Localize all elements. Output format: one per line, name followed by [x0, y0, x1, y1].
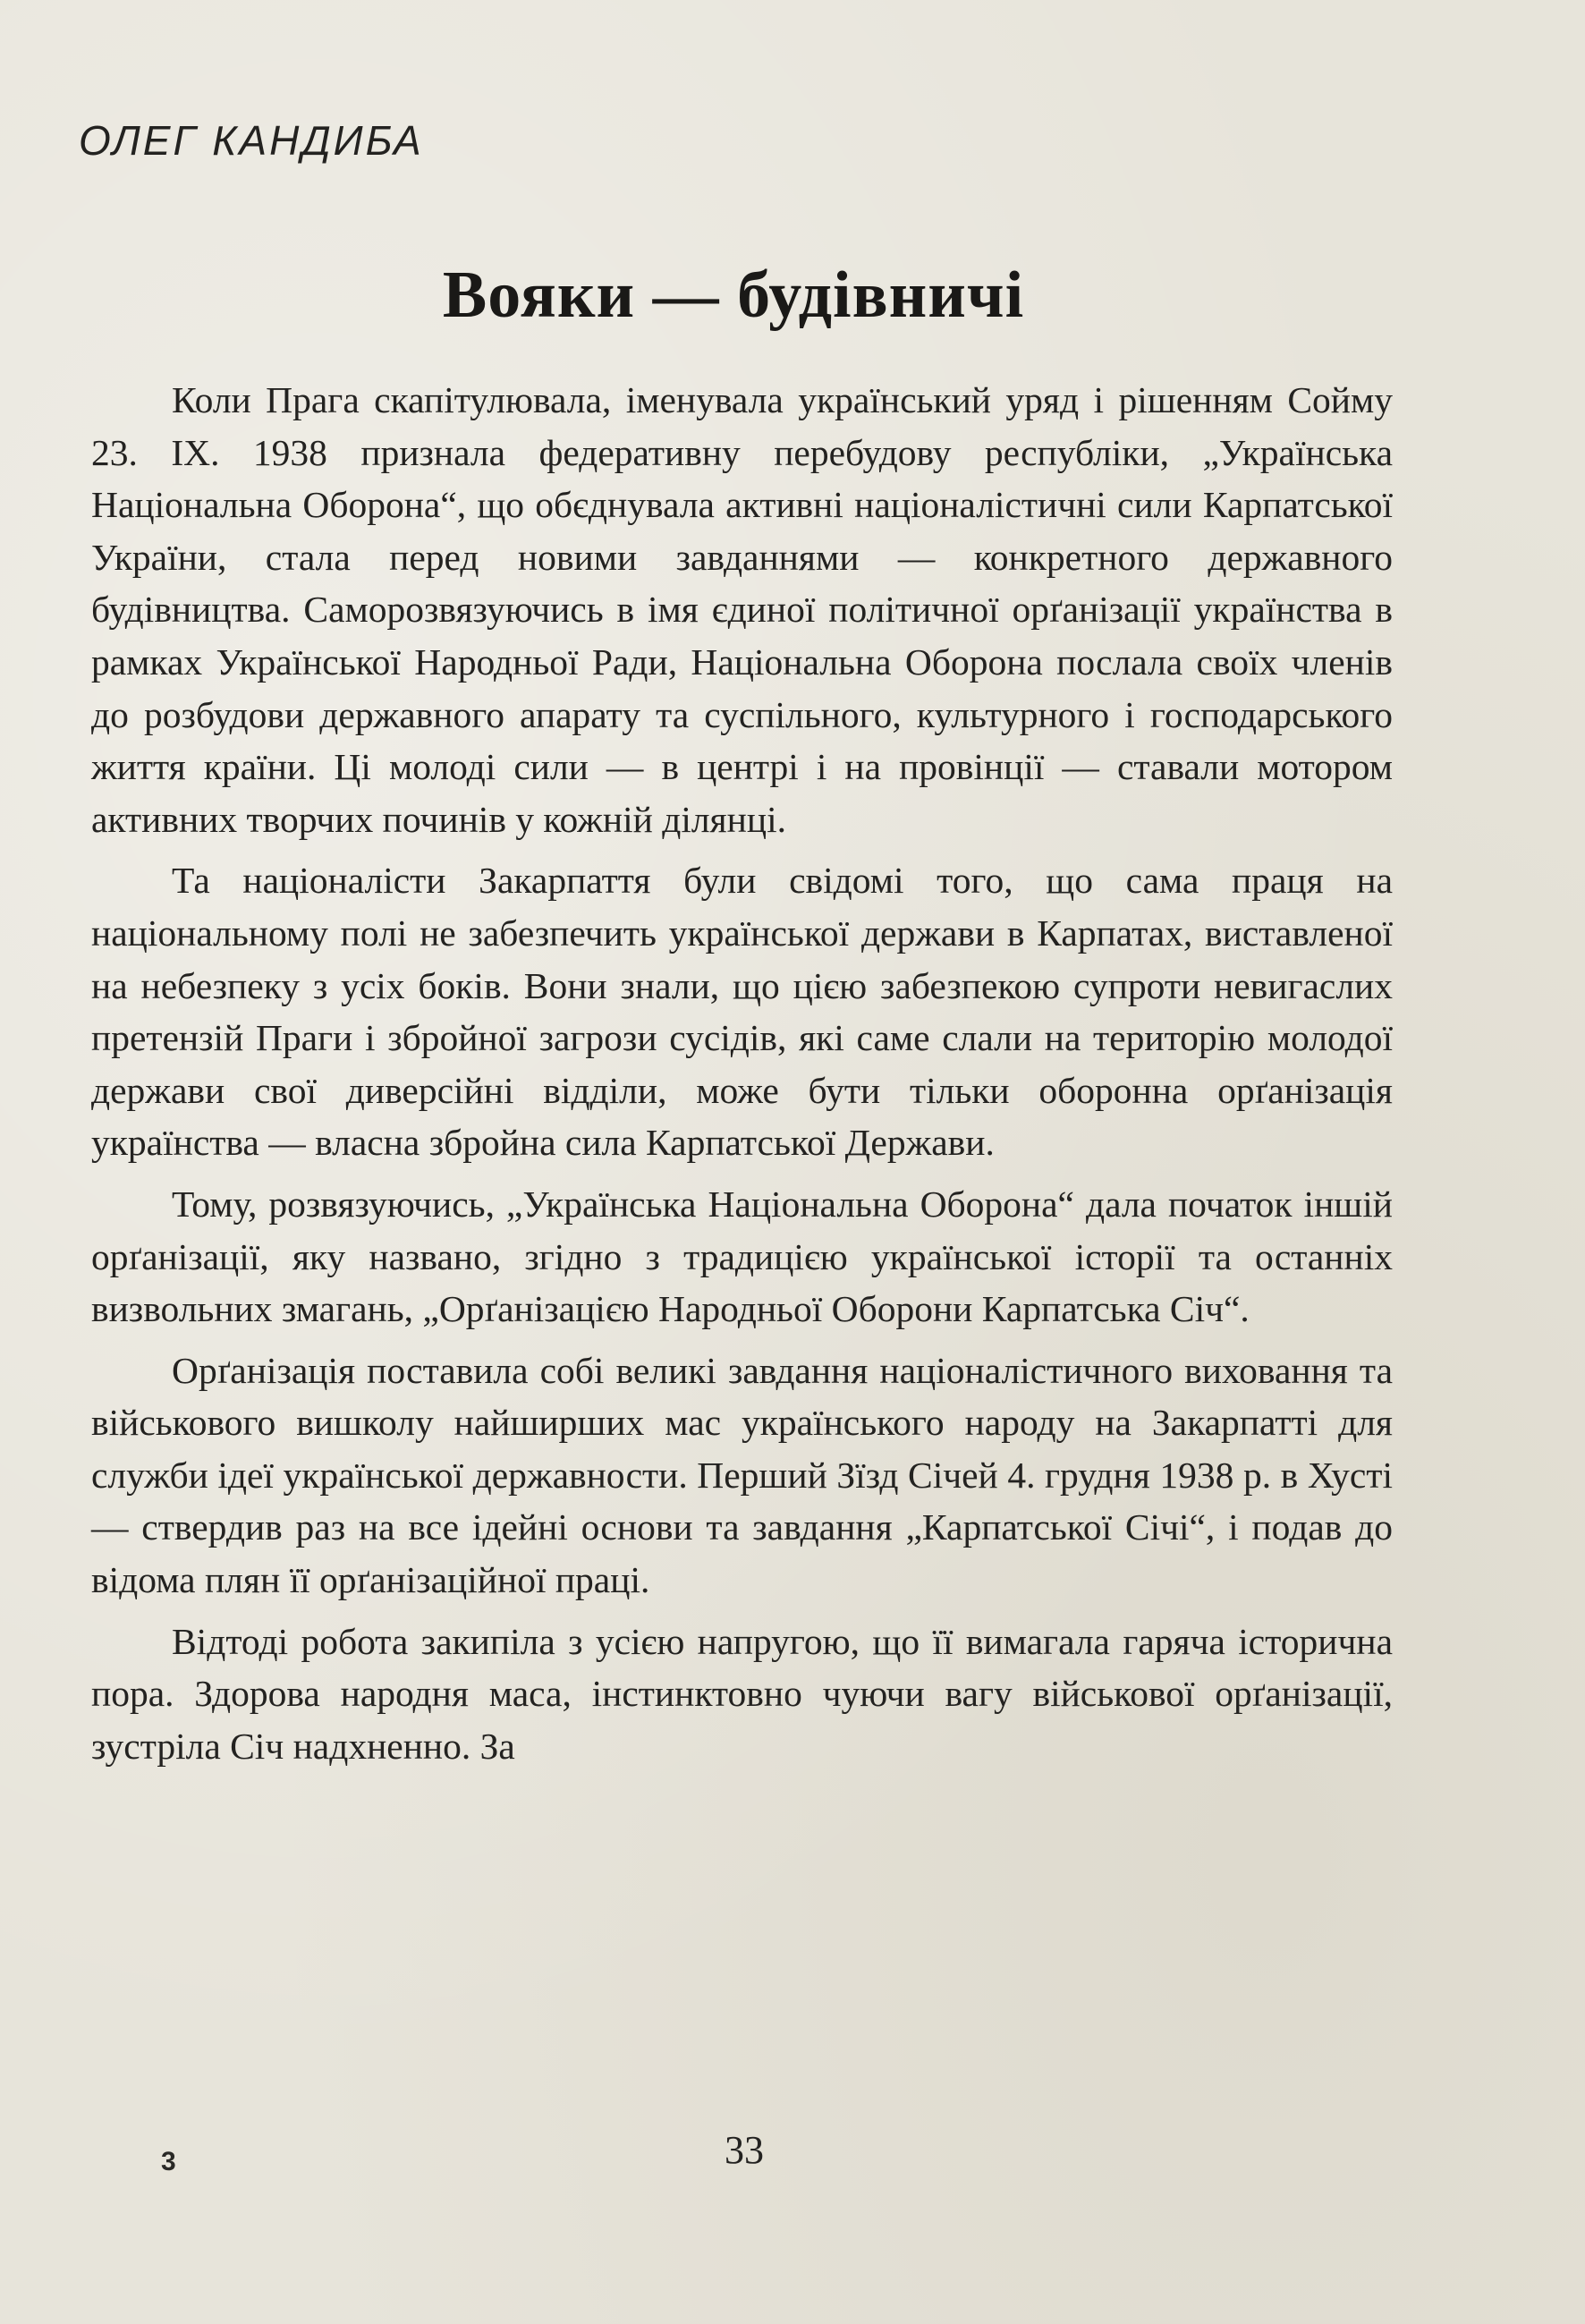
article-body	[91, 374, 1393, 1781]
printer-signature-mark: 3	[161, 2147, 176, 2176]
page-number: 33	[725, 2128, 764, 2172]
running-head-author: ОЛЕГ КАНДИБА	[79, 117, 424, 164]
paragraph: Та націоналісти Закарпаття були свідомі того, що сама праця на національному полі не забезпечить української держави в Карпатах, виставленої на небезпеку з усіх боків. Вони знали, що цією забезпекою супроти невигаслих претензій Праги і збройної загрози сусідів, які саме слали на територію молодої держави свої диверсійні відділи, може бути тільки оборонна орґанізація українства — власна збройна сила Карпатської Держави.	[91, 860, 1393, 1164]
paragraph: Відтоді робота закипіла з усією напругою, що її вимагала гаряча історична пора. Здорова народня маса, інстинктовно чуючи вагу військової орґанізації, зустріла Січ надхненно. За	[91, 1620, 1393, 1767]
paragraph: Тому, розвязуючись, „Українська Національна Оборона“ дала початок іншій орґанізації, яку названо, згідно з традицією української історії та останніх визвольних змагань, „Орґанізацією Народньої Оборони Карпатська Січ“.	[91, 1183, 1393, 1330]
paragraph: Коли Прага скапітулювала, іменувала український уряд і рішенням Сойму 23. IX. 1938 признала федеративну перебудову республіки, „Українська Національна Оборона“, що обєднувала активні націоналістичні сили Карпатської України, стала перед новими завданнями — конкретного державного будівництва. Саморозвязуючись в імя єдиної політичної орґанізації українства в рамках Української Народньої Ради, Національна Оборона послала своїх членів до розбудови державного апарату та суспільного, культурного і господарського життя країни. Ці молоді сили — в центрі і на провінції — ставали мотором активних творчих починів у кожній ділянці.	[91, 379, 1393, 840]
article-title: Вояки — будівничі	[442, 259, 1025, 332]
paragraph: Орґанізація поставила собі великі завдання націоналістичного виховання та військового вишколу найширших мас українського народу на Закарпатті для служби ідеї української державности. Перший Зїзд Січей 4. грудня 1938 р. в Хусті — ствердив раз на все ідейні основи та завдання „Карпатської Січі“, і подав до відома плян її орґанізаційної праці.	[91, 1349, 1393, 1601]
